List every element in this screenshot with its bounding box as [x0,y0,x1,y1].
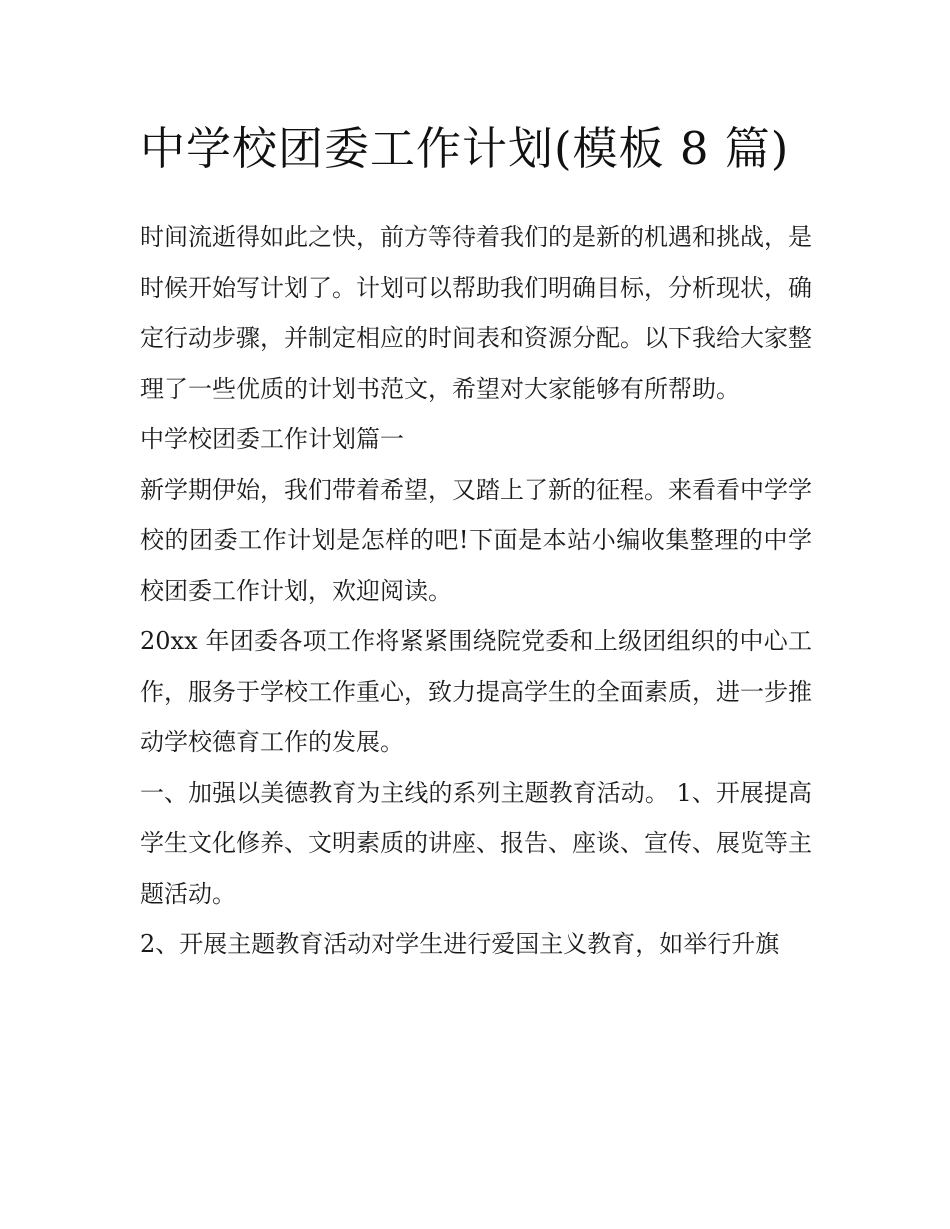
body-paragraph: 新学期伊始，我们带着希望，又踏上了新的征程。来看看中学学校的团委工作计划是怎样的吧!下面是本站小编收集整理的中学校团委工作计划，欢迎阅读。 [140,475,812,605]
body-paragraph: 20xx 年团委各项工作将紧紧围绕院党委和上级团组织的中心工作，服务于学校工作重心，致力提高学生的全面素质，进一步推动学校德育工作的发展。 [140,627,812,756]
intro-paragraph: 时间流逝得如此之快，前方等待着我们的是新的机遇和挑战，是时候开始写计划了。计划可以帮助我们明确目标，分析现状，确定行动步骤，并制定相应的时间表和资源分配。以下我给大家整理了一些优质的计划书范文，希望对大家能够有所帮助。 [140,223,812,403]
body-paragraph: 一、加强以美德教育为主线的系列主题教育活动。 1、开展提高学生文化修养、文明素质的讲座、报告、座谈、宣传、展览等主题活动。 [140,778,812,908]
section-heading: 中学校团委工作计划篇一 [140,425,404,453]
document-body [140,112,812,970]
body-paragraph: 2、开展主题教育活动对学生进行爱国主义教育，如举行升旗 [140,930,780,958]
document-title: 中学校团委工作计划(模板 8 篇) [140,122,790,175]
